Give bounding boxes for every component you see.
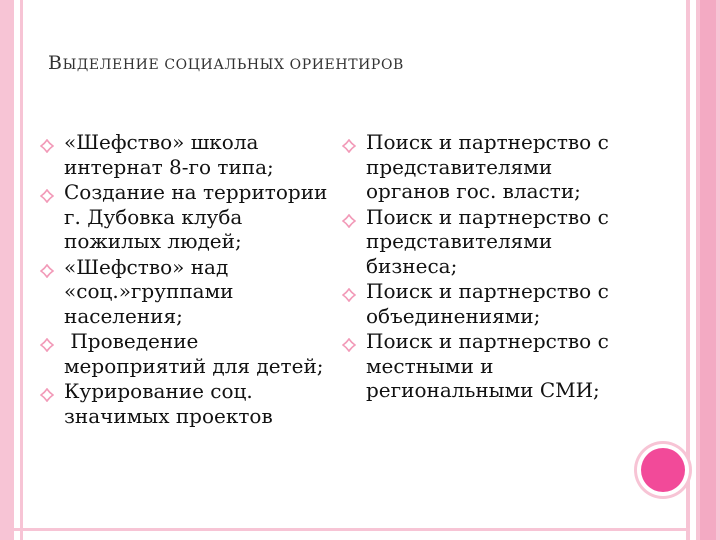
bullet-icon — [40, 184, 54, 198]
list-item-text: «Шефство» школа интернат 8-го типа; — [64, 130, 274, 179]
bottom-frame-line — [0, 528, 686, 531]
right-frame-band — [700, 0, 716, 540]
list-item — [64, 180, 334, 254]
bullet-icon — [342, 209, 356, 223]
list-item — [64, 329, 334, 378]
list-item-text: Поиск и партнерство с объединениями; — [366, 279, 609, 328]
list-item — [366, 205, 641, 279]
decorative-circle — [641, 448, 685, 492]
bullet-icon — [342, 283, 356, 297]
slide-title: ВЫДЕЛЕНИЕ СОЦИАЛЬНЫХ ОРИЕНТИРОВ — [48, 52, 404, 74]
bullet-icon — [342, 134, 356, 148]
right-frame-gap — [690, 0, 696, 540]
list-item-text: Поиск и партнерство с местными и региональными СМИ; — [366, 329, 609, 402]
right-frame-border — [686, 0, 720, 540]
list-item-text: Создание на территории г. Дубовка клуба пожилых людей; — [64, 180, 328, 253]
list-item — [366, 130, 641, 204]
bullet-icon — [40, 333, 54, 347]
list-item-text: Поиск и партнерство с представителями бизнеса; — [366, 204, 609, 278]
left-frame-line — [20, 0, 23, 540]
list-item-text: Проведение мероприятий для детей; — [64, 329, 324, 378]
bullet-icon — [40, 259, 54, 273]
left-frame-border — [0, 0, 14, 540]
right-column — [366, 130, 641, 404]
left-column — [64, 130, 334, 429]
list-item — [64, 379, 334, 428]
list-item — [366, 279, 641, 328]
list-item-text: Курирование соц. значимых проектов — [64, 379, 273, 428]
list-item-text: «Шефство» над «соц.»группами населения; — [64, 254, 234, 328]
bullet-icon — [342, 333, 356, 347]
list-item — [64, 130, 334, 179]
list-item-text: Поиск и партнерство с представителями органов гос. власти; — [366, 130, 609, 203]
list-item — [366, 329, 641, 403]
bullet-icon — [40, 383, 54, 397]
bullet-icon — [40, 134, 54, 148]
list-item — [64, 255, 334, 329]
